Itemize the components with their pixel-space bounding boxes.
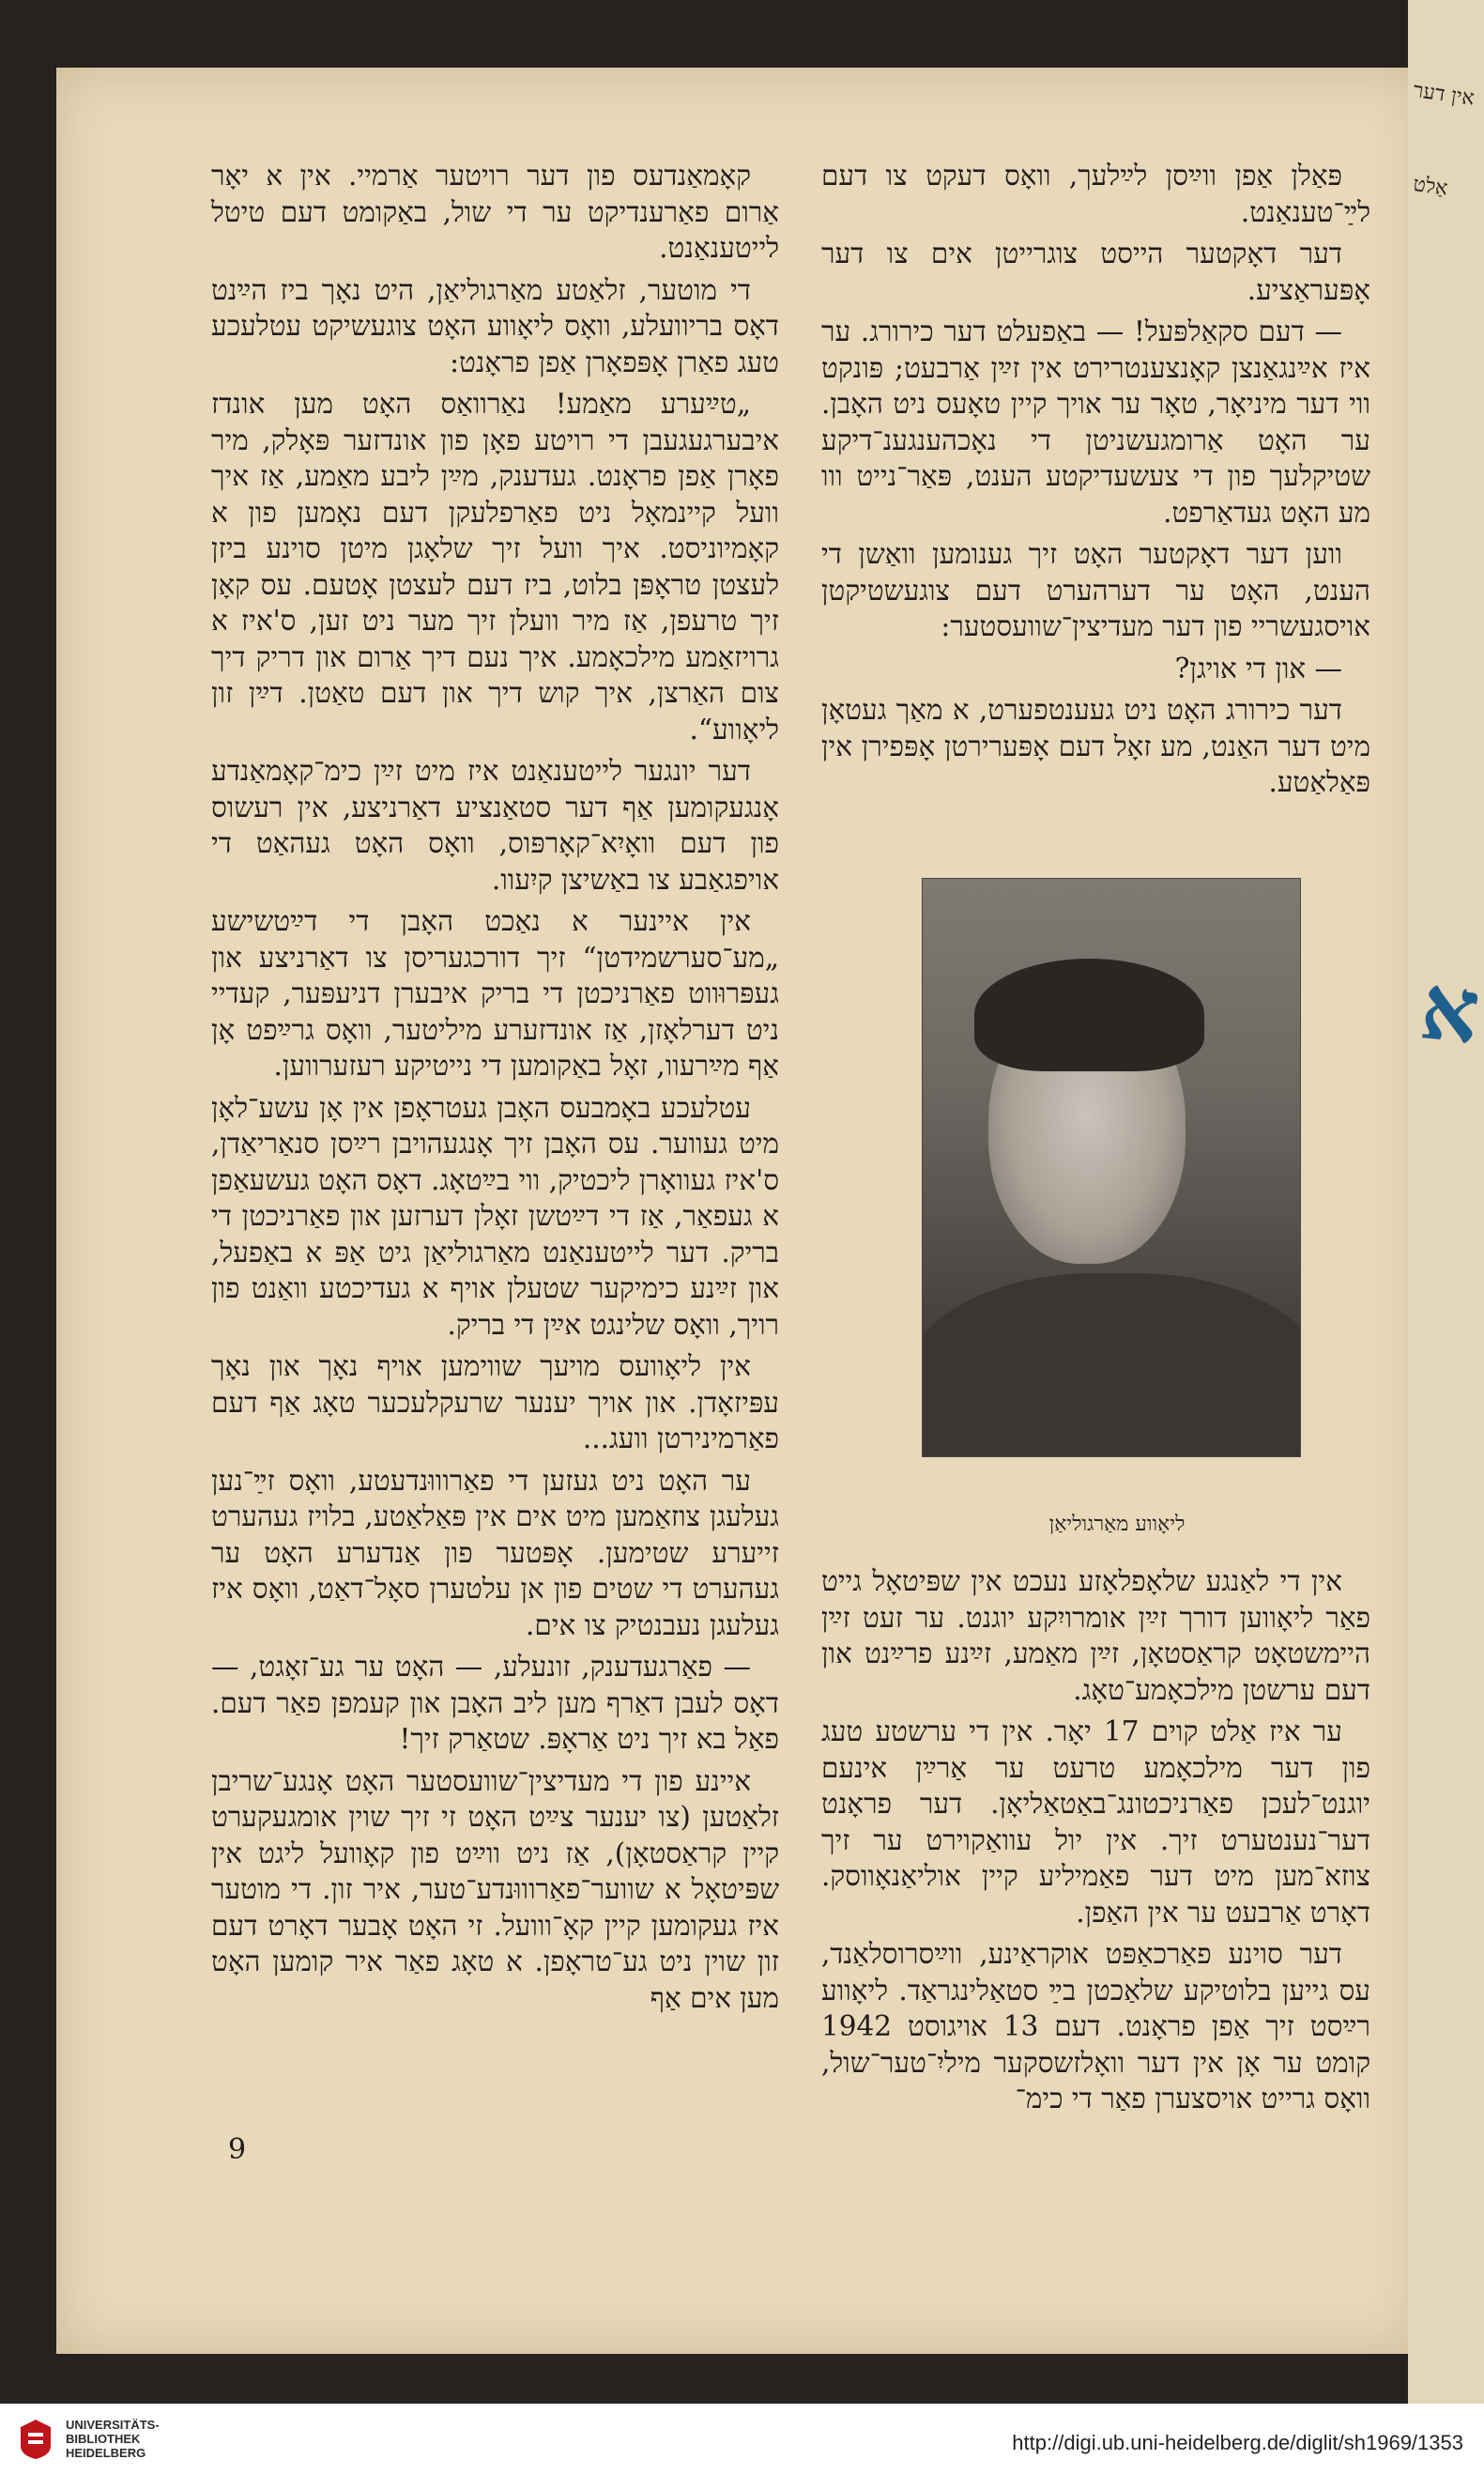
paragraph: קאָמאַנדעס פון דער רויטער אַרמיי. אין א יאָר אַרום פאַרענדיקט ער די שול, באַקומט דעם טיטל לייטענאַנט. [211, 160, 779, 264]
paragraph: די מוטער, זלאַטע מאַרגוליאַן, היט נאָך ביז הײַנט דאָס בריוועלע, וואָס ליאָווע האָט צוגעשיקט עטלעכע טעג פאַרן אָפּפאָרן אַפן פראָנט: [211, 273, 779, 378]
paragraph: דער סוינע פאַרכאַפּט אוקראַינע, ווײַסרוסלאַנד, עס גייען בלוטיקע שלאַכטן בײַ סטאַלינגראַד. ליאָווע רײַסט זיך אַפן פראָנט. דעם 13 אויגוסט 1942 קומט ער אָן אין דער וואָלזשסקער מיליִ־טער־שול, וואָס גרייט אויסצערן פאַר די כימ־ [821, 1938, 1370, 2114]
article-column-right [821, 158, 1370, 807]
paragraph: ווען דער דאָקטער האָט זיך גענומען וואַשן די הענט, האָט ער דערהערט דעם צוגעשטיקטן אויסגעשריי פון דער מעדיצין־שוועסטער: [821, 538, 1370, 642]
photo-caption: ליאָווע מאַרגוליאַן [1048, 1513, 1186, 1536]
paragraph: אין די לאַנגע שלאָפלאָזע נעכט אין שפּיטאָל גייט פאַר ליאָווען דורך זײַן אומרויִקע יוגנט. ער זעט זײַן היימשטאָט קראַסטאָן, זײַן מאַמע, זײַנע פרײַנט און דעם ערשטן מילכאָמע־טאָג. [821, 1565, 1370, 1706]
adjacent-page-title-fragment: א [1415, 953, 1484, 1065]
paragraph: ער איז אַלט קוים 17 יאָר. אין די ערשטע טעג פון דער מילכאָמע טרעט ער אַרײַן אינעם יוגנט־לעכן פאַרניכטונג־באַטאַליאָן. דער פראָנט דער־נענטערט זיך. אין יול עוואַקוירט ער זיך צוזא־מען מיט דער פאַמיליע קיין אוליאַנאָווסק. דאָרט אַרבעט ער אין האַפן. [821, 1715, 1370, 1929]
paragraph: איינע פון די מעדיצין־שוועסטער האָט אָנגע־שריבן זלאַטען (צו יענער צײַט האָט זי זיך שוין אומגעקערט קיין קראַסטאָן), אַז ניט ווײַט פון קאָוועל ליגט אין שפּיטאָל א שווער־פאַרוווּנדע־טער, איר זון. די מוטער איז געקומען קיין קאָ־ווועל. זי האָט אָבער דאָרט דעם זון שוין ניט גע־טראָפן. א טאָג פאַר איר קומען האָט מען אים אַף [211, 1764, 779, 2014]
paragraph: — און די אויגן? [1174, 652, 1342, 684]
paragraph: דער יונגער לייטענאַנט איז מיט זײַן כימ־קאָמאַנדע אָנגעקומען אַף דער סטאַנציע דאַרניצע, אין רעשוס פון דעם וואָיִא־קאָרפּוס, וואָס האָט געהאַט די אויפגאַבע צו באַשיצן קיִעוו. [211, 755, 779, 896]
paragraph: עטלעכע באָמבעס האָבן געטראָפן אין אָן עשע־לאָן מיט געווער. עס האָבן זיך אָנגעהויבן רײַסן סנאַריאַדן, ס'איז געוואָרן ליכטיק, ווי בײַטאָג. דאָס האָט געשעאַפן א געפאַר, אַז די דײַטשן זאָלן דערזען און פאַרניכטן די בריק. דער לייטענאַנט מאַרגוליאַן גיט אַפּ א באַפעל, און זײַנע כימיקער שטעלן אויף א געדיכטע וואַנט פון רויך, וואָס שלינגט אײַן די בריק. [211, 1091, 779, 1341]
adjacent-page-edge: אין דער אַלט א [1408, 0, 1484, 2404]
page-number: 9 [228, 2133, 247, 2166]
paragraph: — פאַרגעדענק, זונעלע, — האָט ער גע־זאָגט, — דאָס לעבן דאַרף מען ליב האָבן און קעמפן פאַר דעם. פאַל בא זיך ניט אַראָפּ. שטאַרק זיך! [211, 1651, 779, 1755]
paragraph: „טײַערע מאַמע! נאַרוואַס האָט מען אונדז איבערגעגעבן די רויטע פאָן פון אונדזער פּאָלק, מיר פאָרן אַפן פראָנט. געדענק, מײַן ליבע מאַמע, אַז איך וועל קיינמאָל ניט פאַרפלעקן דעם נאָמען פון א קאָמיוניסט. איך וועל זיך שלאָגן מיטן סוינע ביזן לעצטן טראָפּן בלוט, ביז דעם לעצטן אָטעם. עס קאָן זיך טרעפן, אַז מיר וועלן זיך מער ניט זען, ס'איז א גרויזאַמע מילכאָמע. איך נעם דיך אַרום און דריק דיך צום האַרצן, איך קוש דיך און דעם טאַטן. דײַן זון ליאָווע“. [211, 388, 779, 746]
paragraph: אין איינער א נאַכט האָבן די דײַטשישע „מע־סערשמידטן“ זיך דורכגעריסן צו דאַרניצע און געפּרוּווט פאַרניכטן די בריק איבערן דניעפּער, קעדיי ניט דערלאָזן, אַז אונדזערע מיליטער, וואָס גרײַפט אָן אַף מײַרעוו, זאָל באַקומען די נייטיקע רעזערווען. [211, 905, 779, 1082]
paragraph: פּאַלן אַפן ווײַסן לײַלעך, וואָס דעקט צו דעם לײַ־טענאַנט. [821, 160, 1370, 228]
university-library-logo-icon [17, 2418, 54, 2461]
paragraph: ער האָט ניט געזען די פאַרוווּנדעטע, וואָס זײַ־נען געלעגן צוזאַמען מיט אים אין פּאַלאַטע, בלויז געהערט זייערע שטימען. אָפּטער פון אַנדערע האָט ער געהערט די שטים פון אן עלטערן סאָל־דאַט, וואָס איז געלעגן נעבנטיק צו אים. [211, 1464, 779, 1641]
library-name: UNIVERSITÄTS- BIBLIOTHEK HEIDELBERG [66, 2418, 160, 2460]
paragraph: דער דאָקטער הייסט צוגרייטן אים צו דער אָפּעראַציע. [821, 238, 1370, 306]
document-url-link[interactable]: http://digi.ub.uni-heidelberg.de/diglit/sh1969/1353 [1012, 2431, 1463, 2454]
portrait-photo [922, 878, 1301, 1457]
paragraph: דער כירורג האָט ניט געענטפערט, א מאַך געטאָן מיט דער האַנט, מע זאָל דעם אָפּערירטן אָפּפירן אין פּאַלאַטע. [821, 694, 1370, 798]
paragraph: — דעם סקאַלפּעל! — באַפעלט דער כירורג. ער איז אײַנגאַנצן קאָנצענטרירט אין זײַן אַרבעט; פּונקט ווי דער מיניאָר, טאָר ער אויך קיין טאָעס ניט האָבן. ער האָט אַרומגעשניטן די נאָכהענגענ־דיקע שטיקלעך פון די צעשעדיקטע הענט, פּאַר־נייט ווו מע האָט געדאַרפט. [821, 315, 1370, 529]
article-column-right-lower [821, 1563, 1370, 2123]
article-column-left [211, 158, 779, 2022]
paragraph: אין ליאָוועס מויעך שווימען אויף נאָך און נאָך עפּיזאָדן. און אויך יענער שרעקלעכער טאָג אַף דעם פאַרמינירטן וועג... [211, 1350, 779, 1454]
